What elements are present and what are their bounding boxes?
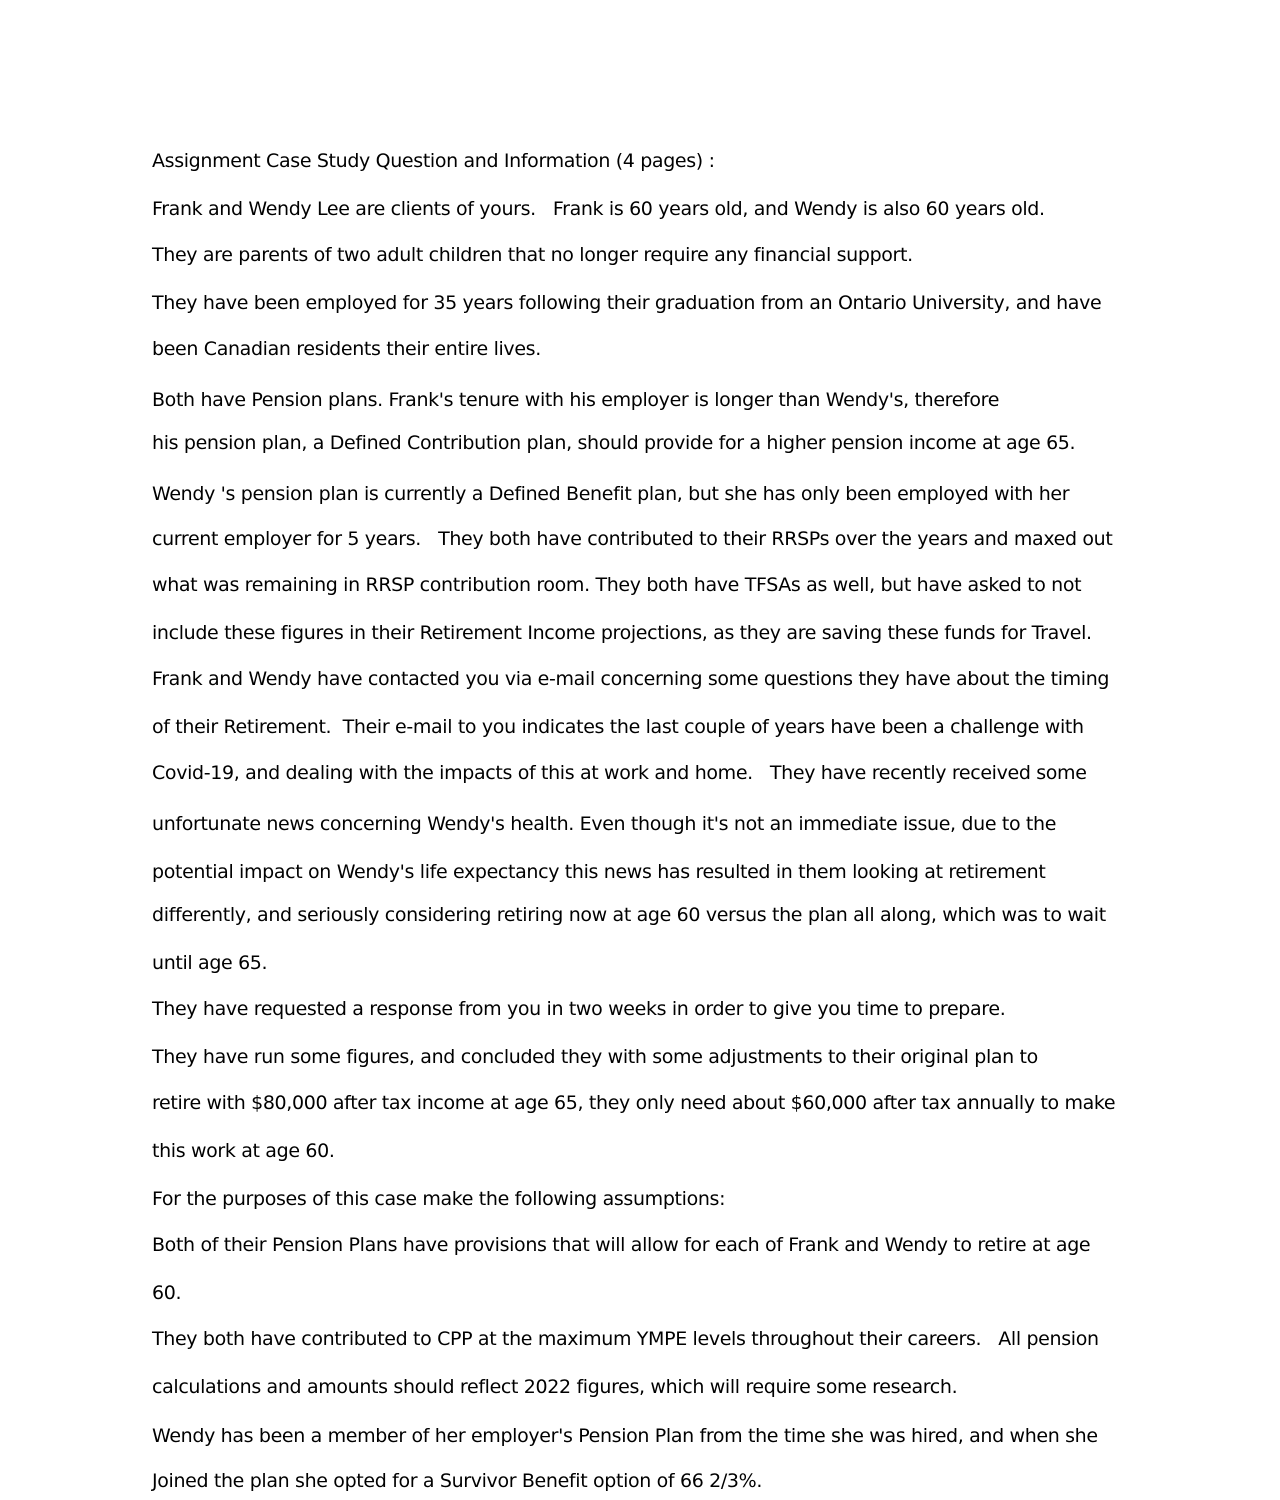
text-line: 60. — [152, 1282, 182, 1304]
text-line: Frank and Wendy Lee are clients of yours. Frank is 60 years old, and Wendy is also 60 years old. — [152, 198, 1045, 220]
text-line: retire with $80,000 after tax income at age 65, they only need about $60,000 after tax annually to make — [152, 1092, 1116, 1114]
text-line: Both of their Pension Plans have provisions that will allow for each of Frank and Wendy to retire at age — [152, 1234, 1091, 1256]
text-line: For the purposes of this case make the following assumptions: — [152, 1188, 726, 1210]
text-line: unfortunate news concerning Wendy's health. Even though it's not an immediate issue, due to the — [152, 813, 1057, 835]
text-line: calculations and amounts should reflect 2022 figures, which will require some research. — [152, 1376, 958, 1398]
text-line: Joined the plan she opted for a Survivor Benefit option of 66 2/3%. — [152, 1470, 763, 1492]
text-line: of their Retirement. Their e-mail to you indicates the last couple of years have been a challenge with — [152, 716, 1084, 738]
text-line: this work at age 60. — [152, 1140, 335, 1162]
text-line: They are parents of two adult children that no longer require any financial support. — [152, 244, 913, 266]
text-line: differently, and seriously considering retiring now at age 60 versus the plan all along, which was to wait — [152, 904, 1106, 926]
text-line: current employer for 5 years. They both have contributed to their RRSPs over the years and maxed out — [152, 528, 1113, 550]
text-line: They both have contributed to CPP at the maximum YMPE levels throughout their careers. All pension — [152, 1328, 1099, 1350]
text-line: Wendy 's pension plan is currently a Defined Benefit plan, but she has only been employed with her — [152, 483, 1070, 505]
text-line: Frank and Wendy have contacted you via e-mail concerning some questions they have about the timing — [152, 668, 1110, 690]
text-line: Wendy has been a member of her employer's Pension Plan from the time she was hired, and when she — [152, 1425, 1098, 1447]
text-line: They have run some figures, and concluded they with some adjustments to their original plan to — [152, 1046, 1038, 1068]
text-line: until age 65. — [152, 952, 268, 974]
heading-line: Assignment Case Study Question and Information (4 pages) : — [152, 150, 715, 172]
text-line: been Canadian residents their entire lives. — [152, 338, 541, 360]
text-line: They have requested a response from you in two weeks in order to give you time to prepare. — [152, 998, 1006, 1020]
text-line: Both have Pension plans. Frank's tenure with his employer is longer than Wendy's, therefore — [152, 389, 1000, 411]
text-line: potential impact on Wendy's life expectancy this news has resulted in them looking at retirement — [152, 861, 1046, 883]
text-line: They have been employed for 35 years following their graduation from an Ontario University, and have — [152, 292, 1102, 314]
text-line: include these figures in their Retirement Income projections, as they are saving these funds for Travel. — [152, 622, 1092, 644]
text-line: his pension plan, a Defined Contribution plan, should provide for a higher pension income at age 65. — [152, 432, 1076, 454]
text-line: Covid-19, and dealing with the impacts of this at work and home. They have recently received some — [152, 762, 1087, 784]
text-line: what was remaining in RRSP contribution room. They both have TFSAs as well, but have asked to not — [152, 574, 1082, 596]
